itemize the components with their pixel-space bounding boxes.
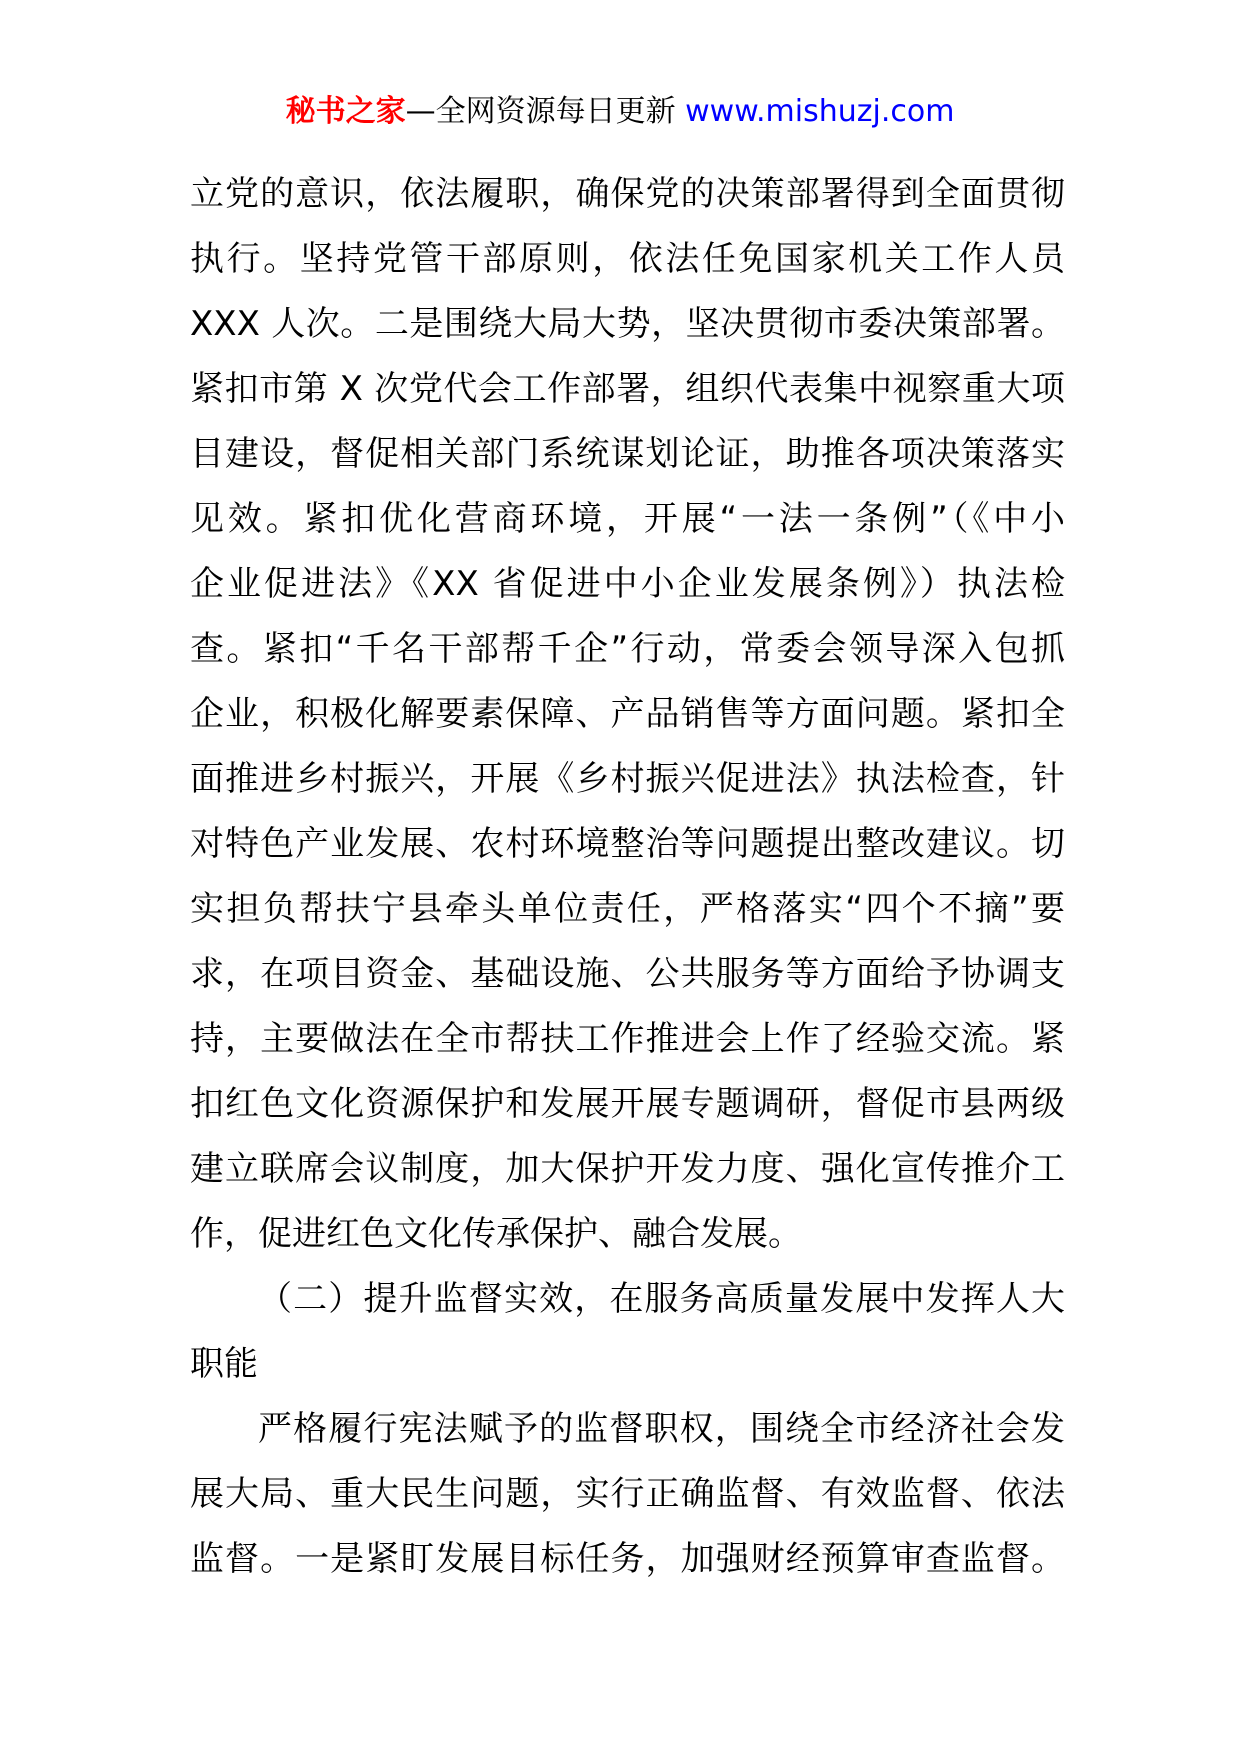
text-line: 企业，积极化解要素保障、产品销售等方面问题。紧扣全 bbox=[190, 694, 1065, 734]
text-line: 面推进乡村振兴，开展《乡村振兴促进法》执法检查，针 bbox=[190, 759, 1065, 799]
text-line: 建立联席会议制度，加大保护开发力度、强化宣传推介工 bbox=[190, 1149, 1065, 1189]
text-line: 展大局、重大民生问题，实行正确监督、有效监督、依法 bbox=[190, 1474, 1065, 1514]
text-line: 监督。一是紧盯发展目标任务，加强财经预算审查监督。 bbox=[190, 1539, 1065, 1579]
text-line: 立党的意识，依法履职，确保党的决策部署得到全面贯彻 bbox=[190, 174, 1065, 214]
text-line: 执行。坚持党管干部原则，依法任免国家机关工作人员 bbox=[190, 239, 1065, 279]
text-line: 企业促进法》《XX 省促进中小企业发展条例》）执法检 bbox=[190, 564, 1065, 604]
text-line: 严格履行宪法赋予的监督职权，围绕全市经济社会发 bbox=[258, 1409, 1065, 1449]
document-body bbox=[190, 162, 1065, 1592]
text-line: 实担负帮扶宁县牵头单位责任，严格落实“四个不摘”要 bbox=[190, 889, 1065, 929]
text-line: XXX 人次。二是围绕大局大势，坚决贯彻市委决策部署。 bbox=[190, 304, 1065, 344]
text-line: 求，在项目资金、基础设施、公共服务等方面给予协调支 bbox=[190, 954, 1065, 994]
site-tagline: —全网资源每日更新 bbox=[405, 94, 686, 129]
text-line: 见效。紧扣优化营商环境，开展“一法一条例”（《中小 bbox=[190, 499, 1065, 539]
section-heading: （二）提升监督实效，在服务高质量发展中发挥人大 bbox=[258, 1279, 1065, 1319]
section-heading-cont: 职能 bbox=[190, 1344, 258, 1384]
site-brand: 秘书之家 bbox=[285, 94, 406, 129]
text-line: 扣红色文化资源保护和发展开展专题调研，督促市县两级 bbox=[190, 1084, 1065, 1124]
text-line: 查。紧扣“千名干部帮千企”行动，常委会领导深入包抓 bbox=[190, 629, 1065, 669]
text-line: 目建设，督促相关部门系统谋划论证，助推各项决策落实 bbox=[190, 434, 1065, 474]
text-line: 作，促进红色文化传承保护、融合发展。 bbox=[190, 1214, 802, 1254]
site-url-link[interactable]: www.mishuzj.com bbox=[685, 94, 955, 129]
text-line: 紧扣市第 X 次党代会工作部署，组织代表集中视察重大项 bbox=[190, 369, 1065, 409]
text-line: 持，主要做法在全市帮扶工作推进会上作了经验交流。紧 bbox=[190, 1019, 1065, 1059]
text-line: 对特色产业发展、农村环境整治等问题提出整改建议。切 bbox=[190, 824, 1065, 864]
site-header bbox=[0, 92, 1240, 132]
